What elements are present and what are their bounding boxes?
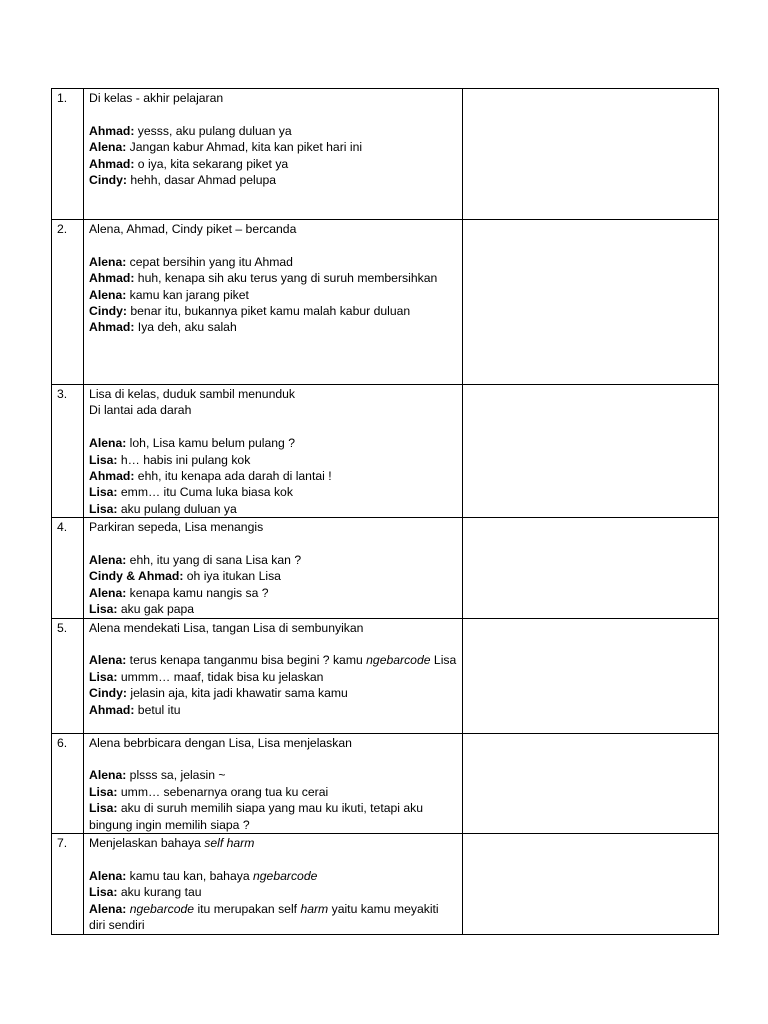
dialogue-italic: ngebarcode	[129, 901, 195, 916]
dialogue-line	[89, 303, 457, 319]
speaker-name: Alena:	[89, 553, 127, 568]
dialogue-text: h… habis ini pulang kok	[117, 452, 251, 467]
dialogue-italic: ngebarcode	[253, 868, 318, 883]
dialogue-text: cepat bersihin yang itu Ahmad	[126, 254, 293, 269]
dialogue-line	[89, 601, 457, 617]
scene-description	[89, 835, 457, 851]
speaker-name: Lisa:	[89, 501, 118, 516]
notes-cell	[462, 834, 718, 934]
speaker-name: Lisa:	[89, 452, 118, 467]
dialogue-cell	[84, 518, 463, 618]
dialogue-line	[89, 685, 457, 701]
speaker-name: Cindy:	[89, 686, 127, 701]
dialogue-text: benar itu, bukannya piket kamu malah kabur duluan	[126, 304, 411, 319]
table-row	[52, 834, 719, 934]
dialogue-text: jelasin aja, kita jadi khawatir sama kamu	[126, 686, 348, 701]
speaker-name: Lisa:	[89, 885, 118, 900]
dialogue-line	[89, 172, 457, 188]
dialogue-line	[89, 319, 457, 335]
dialogue-line	[89, 784, 457, 800]
dialogue-line	[89, 767, 457, 783]
dialogue-text: betul itu	[134, 702, 181, 717]
dialogue-line	[89, 254, 457, 270]
speaker-name: Lisa:	[89, 784, 118, 799]
table-row	[52, 385, 719, 518]
dialogue-line	[89, 669, 457, 685]
notes-cell	[462, 518, 718, 618]
dialogue-cell	[84, 220, 463, 385]
dialogue-text: ehh, itu kenapa ada darah di lantai !	[134, 469, 332, 484]
dialogue-text: plsss sa, jelasin ~	[126, 768, 226, 783]
notes-cell	[462, 89, 718, 220]
speaker-name: Alena:	[89, 254, 127, 269]
dialogue-italic: ngebarcode	[366, 653, 431, 668]
dialogue-text: ummm… maaf, tidak bisa ku jelaskan	[117, 669, 324, 684]
dialogue-line	[89, 901, 457, 934]
dialogue-text: aku gak papa	[117, 602, 195, 617]
row-number: 5.	[52, 618, 84, 733]
scene-text: Menjelaskan bahaya	[89, 836, 205, 851]
dialogue-text: emm… itu Cuma luka biasa kok	[117, 485, 293, 500]
dialogue-line	[89, 139, 457, 155]
dialogue-text: yesss, aku pulang duluan ya	[134, 123, 292, 138]
speaker-name: Lisa:	[89, 485, 118, 500]
row-number: 6.	[52, 733, 84, 833]
dialogue-text: ehh, itu yang di sana Lisa kan ?	[126, 553, 302, 568]
speaker-name: Ahmad:	[89, 469, 135, 484]
table-row	[52, 733, 719, 833]
scene-description: Lisa di kelas, duduk sambil menunduk	[89, 387, 295, 401]
dialogue-line	[89, 568, 457, 584]
scene-description: Alena bebrbicara dengan Lisa, Lisa menjelaskan	[89, 735, 352, 750]
dialogue-line	[89, 452, 457, 468]
speaker-name: Ahmad:	[89, 156, 135, 171]
dialogue-text: kamu tau kan, bahaya	[126, 868, 253, 883]
dialogue-line	[89, 552, 457, 568]
dialogue-text: o iya, kita sekarang piket ya	[134, 156, 289, 171]
dialogue-line	[89, 270, 457, 286]
dialogue-text: Iya deh, aku salah	[134, 320, 237, 335]
speaker-name: Ahmad:	[89, 320, 135, 335]
dialogue-text: aku kurang tau	[117, 885, 202, 900]
dialogue-text: yaitu kamu meyakiti diri sendiri	[89, 901, 439, 933]
dialogue-text: aku pulang duluan ya	[117, 501, 237, 516]
dialogue-line	[89, 123, 457, 139]
dialogue-text: huh, kenapa sih aku terus yang di suruh membersihkan	[134, 271, 438, 286]
scene-italic: self harm	[204, 836, 255, 851]
dialogue-text: aku di suruh memilih siapa yang mau ku ikuti, tetapi aku bingung ingin memilih siapa ?	[89, 801, 424, 832]
dialogue-text: kamu kan jarang piket	[126, 287, 249, 302]
speaker-name: Alena:	[89, 768, 127, 783]
script-table	[51, 88, 719, 935]
speaker-name: Alena:	[89, 901, 127, 916]
dialogue-line	[89, 800, 457, 833]
speaker-name: Lisa:	[89, 801, 118, 816]
dialogue-line	[89, 501, 457, 517]
dialogue-line	[89, 868, 457, 884]
table-row	[52, 618, 719, 733]
scene-description: Parkiran sepeda, Lisa menangis	[89, 520, 264, 535]
dialogue-text: umm… sebenarnya orang tua ku cerai	[117, 784, 329, 799]
dialogue-line	[89, 468, 457, 484]
dialogue-text: hehh, dasar Ahmad pelupa	[126, 173, 277, 188]
speaker-name: Ahmad:	[89, 123, 135, 138]
speaker-name: Lisa:	[89, 602, 118, 617]
dialogue-line	[89, 156, 457, 172]
dialogue-line	[89, 652, 457, 668]
dialogue-cell	[84, 385, 463, 518]
row-number: 2.	[52, 220, 84, 385]
scene-description: Di lantai ada darah	[89, 403, 192, 418]
notes-cell	[462, 733, 718, 833]
dialogue-line	[89, 435, 457, 451]
notes-cell	[462, 385, 718, 518]
row-number: 1.	[52, 89, 84, 220]
speaker-name: Ahmad:	[89, 702, 135, 717]
speaker-name: Cindy:	[89, 304, 127, 319]
speaker-name: Ahmad:	[89, 271, 135, 286]
speaker-name: Alena:	[89, 868, 127, 883]
dialogue-cell	[84, 834, 463, 934]
notes-cell	[462, 220, 718, 385]
dialogue-text: kenapa kamu nangis sa ?	[126, 585, 269, 600]
dialogue-cell	[84, 89, 463, 220]
dialogue-cell	[84, 733, 463, 833]
dialogue-cell	[84, 618, 463, 733]
notes-cell	[462, 618, 718, 733]
speaker-name: Cindy & Ahmad:	[89, 569, 184, 584]
speaker-name: Cindy:	[89, 173, 127, 188]
dialogue-line	[89, 585, 457, 601]
dialogue-line	[89, 484, 457, 500]
scene-description: Di kelas - akhir pelajaran	[89, 91, 224, 105]
dialogue-text: Jangan kabur Ahmad, kita kan piket hari ini	[126, 140, 363, 155]
table-row	[52, 220, 719, 385]
row-number: 7.	[52, 834, 84, 934]
scene-description: Alena mendekati Lisa, tangan Lisa di sembunyikan	[89, 620, 364, 635]
speaker-name: Alena:	[89, 140, 127, 155]
dialogue-text: loh, Lisa kamu belum pulang ?	[126, 436, 295, 451]
row-number: 3.	[52, 385, 84, 518]
table-row	[52, 89, 719, 220]
speaker-name: Alena:	[89, 585, 127, 600]
dialogue-line	[89, 287, 457, 303]
dialogue-line	[89, 702, 457, 718]
speaker-name: Alena:	[89, 436, 127, 451]
dialogue-line	[89, 884, 457, 900]
dialogue-text: Lisa	[430, 653, 457, 668]
scene-description: Alena, Ahmad, Cindy piket – bercanda	[89, 222, 297, 236]
dialogue-text: itu merupakan self	[194, 901, 301, 916]
speaker-name: Alena:	[89, 287, 127, 302]
dialogue-text: oh iya itukan Lisa	[183, 569, 281, 584]
dialogue-italic: harm	[300, 901, 329, 916]
dialogue-text: terus kenapa tanganmu bisa begini ? kamu	[126, 653, 367, 668]
speaker-name: Alena:	[89, 653, 127, 668]
row-number: 4.	[52, 518, 84, 618]
speaker-name: Lisa:	[89, 669, 118, 684]
table-row	[52, 518, 719, 618]
